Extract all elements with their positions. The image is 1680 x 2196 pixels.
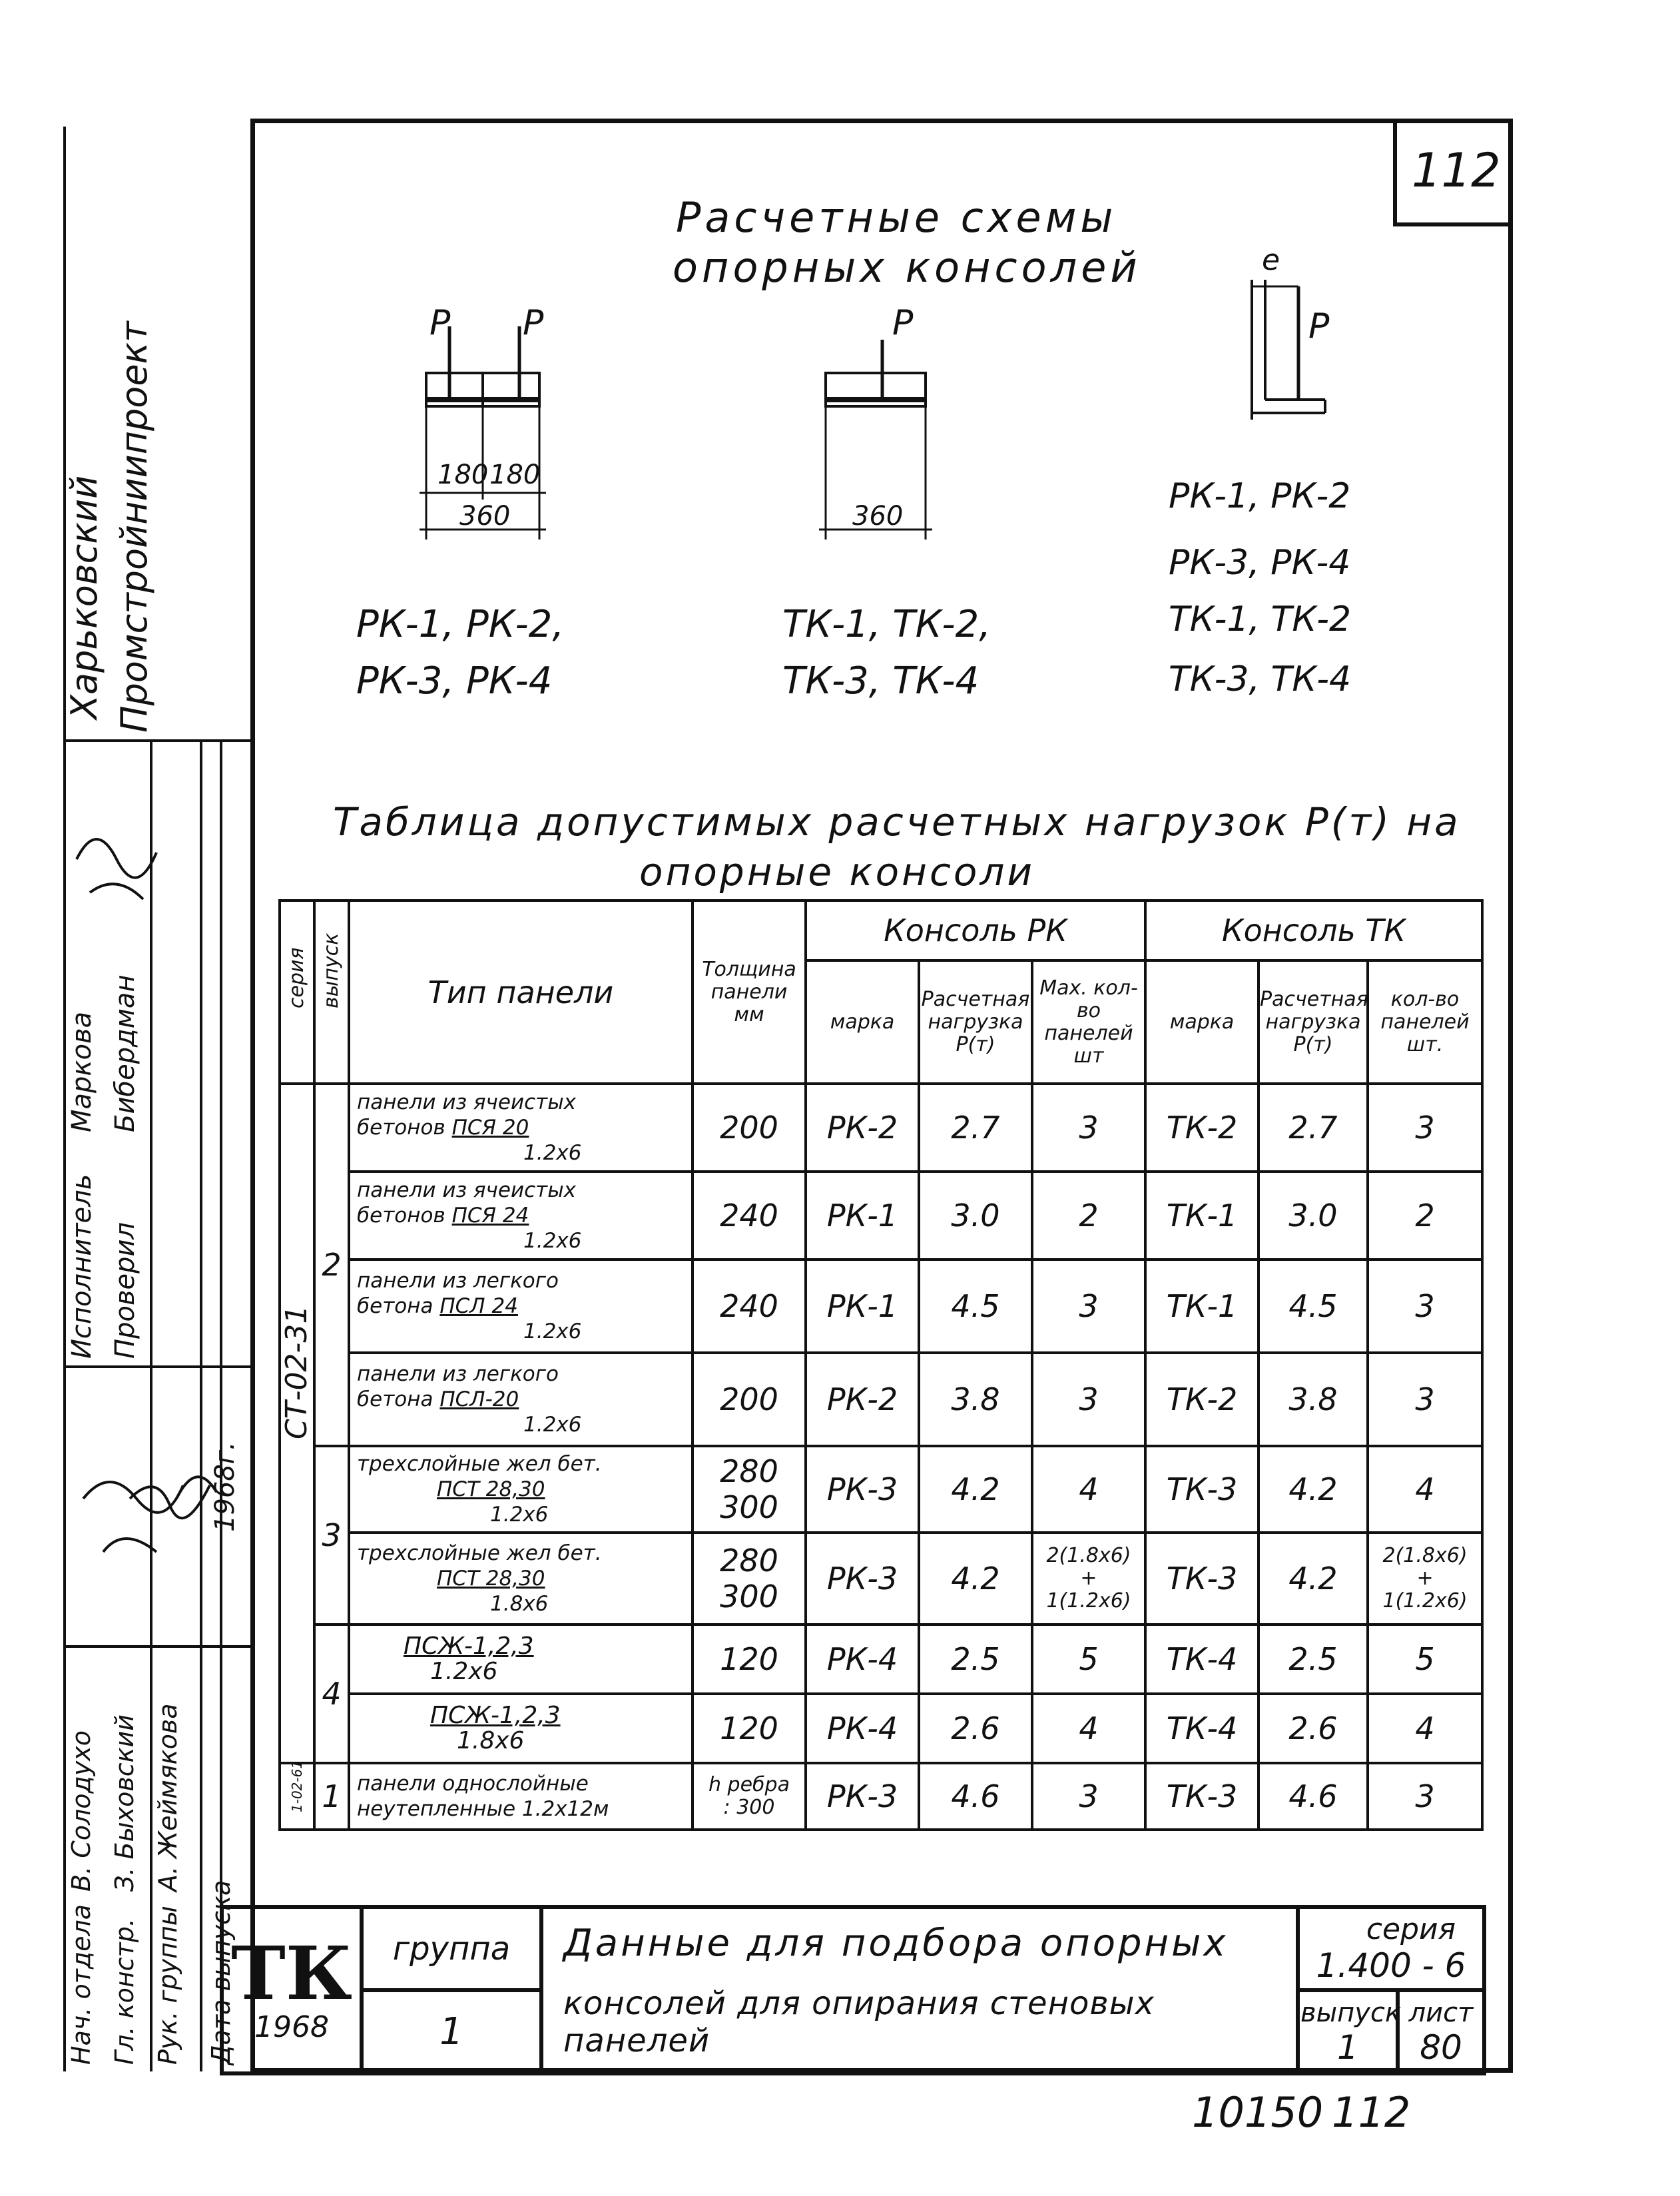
scheme2-label-2: ТК-3, ТК-4 (782, 659, 980, 703)
name-group: А. Жеймякова (153, 1703, 182, 1892)
tk-load: 4.6 (1259, 1763, 1368, 1830)
scheme1-label-1: РК-1, РК-2, (356, 603, 565, 646)
rk-mark: РК-1 (806, 1172, 919, 1260)
header-rk-load: Расчетная нагрузка P(т) (919, 960, 1032, 1084)
vypusk-2: 2 (314, 1084, 349, 1446)
table-row (280, 1763, 1482, 1830)
scheme3-label-3: ТК-1, ТК-2 (1169, 599, 1352, 639)
release-label: Дата выпуска (206, 1880, 236, 2065)
tk-count: 3 (1368, 1084, 1482, 1172)
tk-count: 2 (1368, 1172, 1482, 1260)
table-row (280, 1694, 1482, 1763)
tk-mark: ТК-3 (1145, 1533, 1259, 1625)
rk-count: 3 (1032, 1084, 1145, 1172)
vypusk-1: 1 (314, 1763, 349, 1830)
tk-mark: ТК-4 (1145, 1625, 1259, 1694)
loads-table (278, 899, 1484, 1831)
release-year: 1968г. (210, 1441, 240, 1532)
vypusk-4: 4 (314, 1625, 349, 1763)
vypusk-3: 3 (314, 1446, 349, 1625)
scheme1-load-1: P (429, 303, 451, 343)
thickness: 120 (693, 1694, 806, 1763)
name-head: В. Солодухо (67, 1730, 96, 1892)
table-title-1: Таблица допустимых расчетных нагрузок P(т) на (333, 799, 1461, 845)
scheme2-label-1: ТК-1, ТК-2, (782, 603, 991, 646)
description-line-2: консолей для опирания стеновых панелей (563, 1984, 1155, 2059)
vypusk-value: 1 (1337, 2027, 1358, 2067)
scheme-angle-drawing (1232, 266, 1365, 426)
schemes-title-2: опорных консолей (673, 243, 1141, 292)
rk-load: 4.2 (919, 1446, 1032, 1533)
tk-mark: ТК-1 (1145, 1172, 1259, 1260)
table-row (280, 1533, 1482, 1625)
scheme1-dim-right: 180 (489, 460, 541, 490)
name-checked: Бибердман (110, 974, 140, 1132)
table-row (280, 1084, 1482, 1172)
role-chief: Гл. констр. (110, 1918, 139, 2065)
tk-mark: ТК-3 (1145, 1446, 1259, 1533)
rk-count: 3 (1032, 1260, 1145, 1353)
rk-count: 4 (1032, 1694, 1145, 1763)
series-last: 1-02-61 (280, 1763, 314, 1830)
tk-count: 3 (1368, 1260, 1482, 1353)
rk-load: 4.6 (919, 1763, 1032, 1830)
scheme2-dim-total: 360 (852, 501, 904, 532)
name-executor: Маркова (67, 1011, 97, 1132)
rk-load: 4.2 (919, 1533, 1032, 1625)
title-block (220, 1905, 1486, 2075)
description-line-1: Данные для подбора опорных (563, 1921, 1229, 1965)
panel-type: панели из ячеистых бетонов ПСЯ 24 1.2х6 (349, 1172, 693, 1260)
header-thickness: Толщина панели мм (693, 901, 806, 1084)
signatures (63, 799, 223, 1932)
role-executor: Исполнитель (67, 1174, 97, 1359)
scheme3-load: P (1308, 306, 1330, 346)
vypusk-cell (1298, 1990, 1402, 2073)
rk-mark: РК-3 (806, 1533, 919, 1625)
vypusk-label: выпуск (1300, 1997, 1402, 2028)
tk-load: 4.5 (1259, 1260, 1368, 1353)
thickness: 120 (693, 1625, 806, 1694)
list-cell (1398, 1990, 1484, 2073)
tk-mark: ТК-2 (1145, 1353, 1259, 1446)
scheme1-label-2: РК-3, РК-4 (356, 659, 553, 703)
table-row (280, 1260, 1482, 1353)
seria-cell (1298, 1907, 1484, 1990)
header-type: Тип панели (349, 901, 693, 1084)
tk-load: 4.2 (1259, 1446, 1368, 1533)
scheme3-ecc: e (1262, 243, 1280, 277)
rk-mark: РК-4 (806, 1625, 919, 1694)
role-group: Рук. группы (153, 1906, 182, 2065)
bottom-number: 112 (1332, 2088, 1411, 2137)
thickness: 280 300 (693, 1446, 806, 1533)
series-main: СТ-02-31 (280, 1084, 314, 1763)
panel-type: трехслойные жел бет. ПСТ 28,30 1.8х6 (349, 1533, 693, 1625)
description-cell (541, 1907, 1298, 2073)
panel-type: ПСЖ-1,2,3 1.2х6 (349, 1625, 693, 1694)
scheme1-dim-total: 360 (459, 501, 511, 532)
tk-count: 2(1.8х6) + 1(1.2х6) (1368, 1533, 1482, 1625)
panel-type: панели из ячеистых бетонов ПСЯ 20 1.2х6 (349, 1084, 693, 1172)
org-name-1: Харьковский (63, 475, 105, 719)
table-row (280, 1172, 1482, 1260)
table-row (280, 1625, 1482, 1694)
role-checked: Проверил (110, 1222, 140, 1359)
rk-mark: РК-2 (806, 1353, 919, 1446)
rk-load: 2.6 (919, 1694, 1032, 1763)
seria-value: 1.400 - 6 (1316, 1946, 1466, 1985)
panel-type: трехслойные жел бет. ПСТ 28,30 1.2х6 (349, 1446, 693, 1533)
rk-load: 2.7 (919, 1084, 1032, 1172)
scheme3-label-4: ТК-3, ТК-4 (1169, 659, 1352, 699)
rk-load: 3.8 (919, 1353, 1032, 1446)
rk-load: 2.5 (919, 1625, 1032, 1694)
thickness: 200 (693, 1353, 806, 1446)
corner-number: 112 (1412, 143, 1501, 198)
rk-count: 2(1.8х6) + 1(1.2х6) (1032, 1533, 1145, 1625)
tk-count: 5 (1368, 1625, 1482, 1694)
rk-mark: РК-3 (806, 1446, 919, 1533)
rk-load: 4.5 (919, 1260, 1032, 1353)
header-rk-mark: марка (806, 960, 919, 1084)
schemes-title-1: Расчетные схемы (676, 193, 1117, 242)
scheme1-dim-left: 180 (437, 460, 489, 490)
tk-count: 4 (1368, 1446, 1482, 1533)
rk-count: 3 (1032, 1763, 1145, 1830)
name-chief: З. Быховский (110, 1714, 139, 1892)
group-label: группа (362, 1907, 541, 1990)
header-seria: серия (280, 901, 314, 1084)
header-console-tk: Консоль ТК (1145, 901, 1482, 960)
logo: ТК (231, 1930, 352, 2016)
scheme3-label-1: РК-1, РК-2 (1169, 476, 1351, 516)
header-tk-mark: марка (1145, 960, 1259, 1084)
rk-count: 5 (1032, 1625, 1145, 1694)
table-row (280, 1446, 1482, 1533)
group-value: 1 (362, 1990, 541, 2073)
tk-load: 4.2 (1259, 1533, 1368, 1625)
logo-year: 1968 (254, 2010, 329, 2044)
thickness: 200 (693, 1084, 806, 1172)
tk-mark: ТК-2 (1145, 1084, 1259, 1172)
tk-count: 3 (1368, 1763, 1482, 1830)
logo-cell (222, 1907, 362, 2073)
rk-count: 2 (1032, 1172, 1145, 1260)
thickness: 280 300 (693, 1533, 806, 1625)
tk-mark: ТК-4 (1145, 1694, 1259, 1763)
header-rk-count: Max. кол-во панелей шт (1032, 960, 1145, 1084)
thickness: 240 (693, 1260, 806, 1353)
list-label: лист (1408, 1997, 1474, 2028)
panel-type: панели из легкого бетона ПСЛ-20 1.2х6 (349, 1353, 693, 1446)
rk-count: 4 (1032, 1446, 1145, 1533)
tk-load: 3.8 (1259, 1353, 1368, 1446)
rk-mark: РК-2 (806, 1084, 919, 1172)
tk-mark: ТК-1 (1145, 1260, 1259, 1353)
rk-mark: РК-4 (806, 1694, 919, 1763)
role-head: Нач. отдела (67, 1904, 96, 2065)
rk-load: 3.0 (919, 1172, 1032, 1260)
rk-mark: РК-3 (806, 1763, 919, 1830)
header-tk-count: кол-во панелей шт. (1368, 960, 1482, 1084)
header-tk-load: Расчетная нагрузка P(т) (1259, 960, 1368, 1084)
table-title-2: опорные консоли (639, 849, 1035, 895)
panel-type: ПСЖ-1,2,3 1.8х6 (349, 1694, 693, 1763)
org-name-2: Промстройниипроект (113, 321, 155, 733)
tk-load: 3.0 (1259, 1172, 1368, 1260)
scheme2-load: P (892, 303, 914, 343)
tk-count: 3 (1368, 1353, 1482, 1446)
scheme3-label-2: РК-3, РК-4 (1169, 543, 1351, 583)
header-console-rk: Консоль РК (806, 901, 1145, 960)
left-strip-hline-1 (63, 739, 253, 742)
tk-count: 4 (1368, 1694, 1482, 1763)
bottom-code: 10150 (1192, 2088, 1324, 2137)
tk-mark: ТК-3 (1145, 1763, 1259, 1830)
rk-count: 3 (1032, 1353, 1145, 1446)
list-value: 80 (1420, 2027, 1462, 2067)
table-row (280, 1353, 1482, 1446)
thickness: h ребра : 300 (693, 1763, 806, 1830)
thickness: 240 (693, 1172, 806, 1260)
seria-label: серия (1366, 1912, 1456, 1946)
scheme1-load-2: P (523, 303, 544, 343)
header-vypusk: выпуск (314, 901, 349, 1084)
panel-type: панели из легкого бетона ПСЛ 24 1.2х6 (349, 1260, 693, 1353)
tk-load: 2.6 (1259, 1694, 1368, 1763)
rk-mark: РК-1 (806, 1260, 919, 1353)
tk-load: 2.5 (1259, 1625, 1368, 1694)
panel-type: панели однослойные неутепленные 1.2х12м (349, 1763, 693, 1830)
tk-load: 2.7 (1259, 1084, 1368, 1172)
